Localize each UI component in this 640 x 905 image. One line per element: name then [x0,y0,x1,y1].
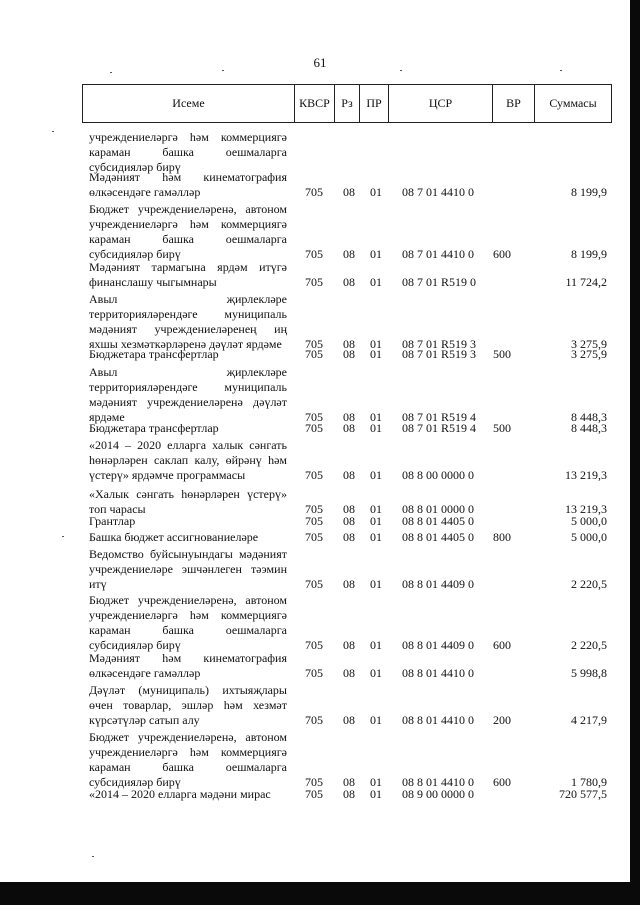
row-name: Мәдәният тармагына ярдәм итүгә финанслашу чыгымнары [89,260,287,289]
row-sum: 3 275,9 [571,337,607,351]
row-pr: 01 [370,468,382,482]
row-csr: 08 8 01 4409 0 [402,638,474,652]
row-kvsr: 705 [305,502,323,516]
scan-speck [52,131,54,132]
row-rz: 08 [343,468,355,482]
row-name: Мәдәният һәм кинематография өлкәсендәге гамәлләр [89,651,287,680]
row-rz: 08 [343,666,355,680]
row-kvsr: 705 [305,775,323,789]
row-vr: 600 [493,247,511,261]
row-csr: 08 7 01 R519 4 [402,421,477,435]
row-name: Бюджет учреждениеләренә, автоном учреждениеләргә һәм коммерциягә караман башка оешмаларга субсидияләр бирү [89,730,287,789]
header-name: Исеме [83,85,295,122]
row-rz: 08 [343,713,355,727]
row-csr: 08 8 00 0000 0 [402,468,474,482]
scan-border-bottom [0,882,640,905]
row-csr: 08 7 01 R519 4 [402,410,477,424]
row-name: Ведомство буйсынуындагы мәдәният учреждениеләре эшчәнлеген тәэмин итү [89,547,287,591]
row-name: «2014 – 2020 елларга мәдәни мирас [89,787,271,801]
row-vr: 600 [493,775,511,789]
row-csr: 08 8 01 4405 0 [402,514,474,528]
row-kvsr: 705 [305,185,323,199]
row-rz: 08 [343,347,355,361]
page-number: 61 [313,55,327,70]
row-pr: 01 [370,337,382,351]
row-sum: 3 275,9 [571,347,607,361]
row-pr: 01 [370,638,382,652]
row-rz: 08 [343,787,355,801]
row-pr: 01 [370,530,382,544]
row-sum: 8 448,3 [571,421,607,435]
row-rz: 08 [343,185,355,199]
row-rz: 08 [343,410,355,424]
row-pr: 01 [370,275,382,289]
row-name: Дәүләт (муниципаль) ихтыяҗлары өчен товарлар, эшләр һәм хезмәт күрсәтүләр сатып алу [89,683,287,727]
row-kvsr: 705 [305,577,323,591]
row-rz: 08 [343,638,355,652]
row-sum: 11 724,2 [565,275,607,289]
scan-speck [62,536,64,537]
header-csr: ЦСР [389,85,493,122]
scan-speck [110,72,112,73]
row-csr: 08 8 01 4410 0 [402,713,474,727]
row-name: Авыл җирлекләре территорияләрендәге муниципаль мәдәният учреждениеләренең иң яхшы хезмәткәрләренә дәүләт ярдәме [89,292,287,351]
row-csr: 08 8 01 4409 0 [402,577,474,591]
row-name: Бюджетара трансфертлар [89,347,219,361]
row-pr: 01 [370,577,382,591]
row-rz: 08 [343,530,355,544]
row-kvsr: 705 [305,514,323,528]
row-pr: 01 [370,502,382,516]
row-name: Авыл җирлекләре территорияләрендәге муниципаль мәдәният учреждениеләренә дәүләт ярдәме [89,365,287,424]
row-rz: 08 [343,514,355,528]
row-kvsr: 705 [305,275,323,289]
row-kvsr: 705 [305,638,323,652]
row-kvsr: 705 [305,666,323,680]
header-vr: ВР [493,85,535,122]
row-vr: 600 [493,638,511,652]
table-header [82,84,612,123]
row-name: Грантлар [89,514,136,528]
scan-speck [222,70,224,71]
row-rz: 08 [343,502,355,516]
row-sum: 720 577,5 [559,787,607,801]
row-rz: 08 [343,421,355,435]
row-csr: 08 9 00 0000 0 [402,787,474,801]
row-csr: 08 8 01 0000 0 [402,502,474,516]
row-kvsr: 705 [305,347,323,361]
row-kvsr: 705 [305,787,323,801]
row-name: «2014 – 2020 елларга халык сәнгать һөнәрләрен саклап калу, өйрәнү һәм үстерү» ярдәмче программасы [89,438,287,482]
row-rz: 08 [343,247,355,261]
row-csr: 08 8 01 4405 0 [402,530,474,544]
row-pr: 01 [370,787,382,801]
row-csr: 08 7 01 R519 3 [402,347,477,361]
row-kvsr: 705 [305,337,323,351]
row-pr: 01 [370,775,382,789]
row-sum: 4 217,9 [571,713,607,727]
row-pr: 01 [370,247,382,261]
row-sum: 5 000,0 [571,530,607,544]
row-sum: 5 000,0 [571,514,607,528]
header-rz: Рз [335,85,360,122]
row-sum: 5 998,8 [571,666,607,680]
header-pr: ПР [360,85,389,122]
scan-border-right [630,0,640,905]
row-sum: 13 219,3 [565,502,607,516]
row-sum: 8 199,9 [571,247,607,261]
row-rz: 08 [343,775,355,789]
row-vr: 800 [493,530,511,544]
row-vr: 500 [493,347,511,361]
row-kvsr: 705 [305,247,323,261]
row-pr: 01 [370,410,382,424]
scan-speck [92,856,94,857]
row-kvsr: 705 [305,468,323,482]
row-sum: 13 219,3 [565,468,607,482]
row-rz: 08 [343,275,355,289]
header-kvsr: КВСР [295,85,335,122]
scan-speck [400,70,402,71]
row-pr: 01 [370,514,382,528]
row-kvsr: 705 [305,421,323,435]
row-vr: 200 [493,713,511,727]
row-pr: 01 [370,666,382,680]
row-sum: 1 780,9 [571,775,607,789]
row-name: Бюджет учреждениеләренә, автоном учреждениеләргә һәм коммерциягә караман башка оешмаларга субсидияләр бирү [89,593,287,652]
row-csr: 08 7 01 R519 0 [402,275,477,289]
row-vr: 500 [493,421,511,435]
row-sum: 8 448,3 [571,410,607,424]
row-rz: 08 [343,337,355,351]
row-csr: 08 7 01 4410 0 [402,247,474,261]
row-kvsr: 705 [305,713,323,727]
row-csr: 08 7 01 R519 3 [402,337,477,351]
row-kvsr: 705 [305,530,323,544]
scan-speck [560,70,562,71]
row-pr: 01 [370,713,382,727]
row-sum: 8 199,9 [571,185,607,199]
row-csr: 08 8 01 4410 0 [402,775,474,789]
row-name: Башка бюджет ассигнованиеләре [89,530,259,544]
row-sum: 2 220,5 [571,577,607,591]
row-name: Мәдәният һәм кинематография өлкәсендәге гамәлләр [89,170,287,199]
row-pr: 01 [370,421,382,435]
row-pr: 01 [370,347,382,361]
row-kvsr: 705 [305,410,323,424]
row-name: Бюджет учреждениеләренә, автоном учреждениеләргә һәм коммерциягә караман башка оешмаларга субсидияләр бирү [89,202,287,261]
header-sum: Суммасы [549,96,597,110]
row-name: «Халык сәнгать һөнәрләрен үстерү» топ чарасы [89,487,287,516]
row-sum: 2 220,5 [571,638,607,652]
row-name: учреждениеләргә һәм коммерциягә караман башка оешмаларга субсидияләр бирү [89,130,287,174]
row-pr: 01 [370,185,382,199]
row-csr: 08 8 01 4410 0 [402,666,474,680]
row-csr: 08 7 01 4410 0 [402,185,474,199]
row-name: Бюджетара трансфертлар [89,421,219,435]
row-rz: 08 [343,577,355,591]
